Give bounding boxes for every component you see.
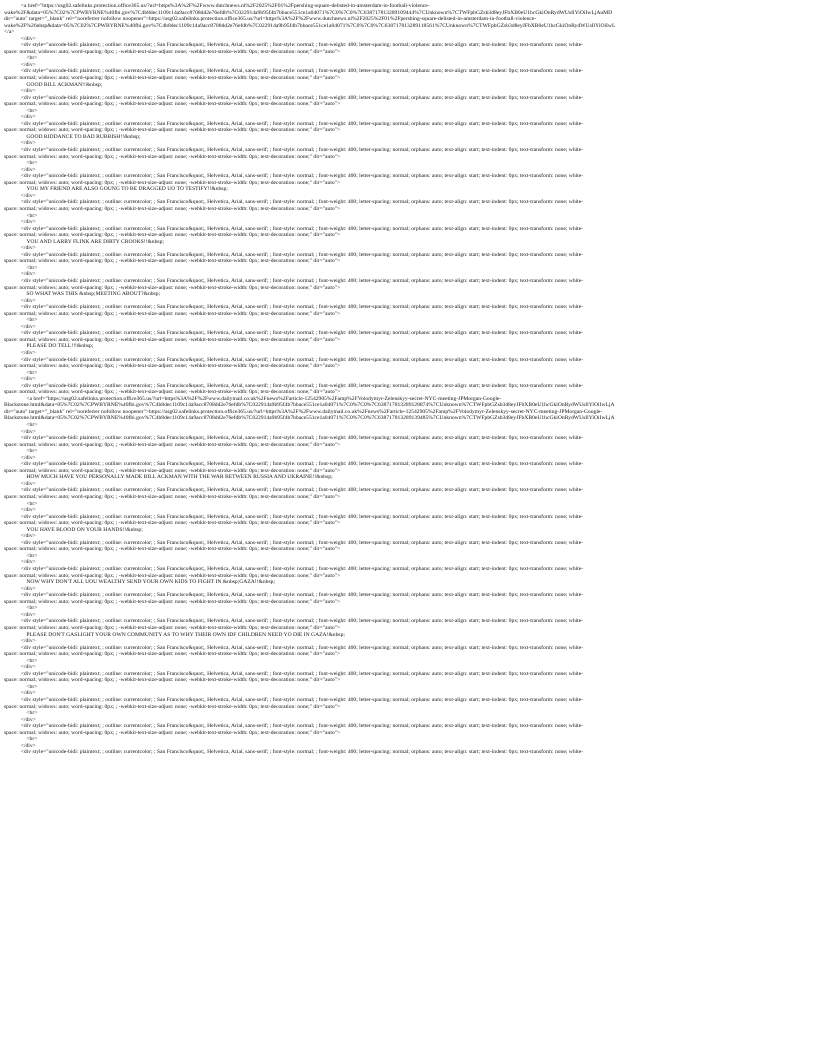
source-line: <div style="unicode-bidi: plaintext; ; outline: currentcolor; ; San Francisco&quot;, Helvetica, Arial, sans-serif; ; font-style: normal; ; font-weight: 400; letter-spacing: normal; orphans: auto; text-align: start; text-indent: 0px; text-transform: none; white- <box>4 277 584 284</box>
source-line: NOW WHY DON'T ALL UOU WEALTHY SEND YOUR OWN KIDS TO FIGHT IN &nbsp;GAZA!!&nbsp; <box>4 579 275 586</box>
source-line: <br> <box>4 736 38 743</box>
source-line: <br> <box>4 552 38 559</box>
source-line: <br> <box>4 605 38 612</box>
source-line: space: normal; widows: auto; word-spacing: 0px; ; -webkit-text-size-adjust: none; -webkit-text-stroke-width: 0px; text-decoration: none;" dir="auto"> <box>4 153 341 160</box>
source-line: HOW MUCH HAVE YOU PERSONALLY MADE BILL ACKMAN WITH THE WAR BETWEEN RUSSIA AND UKRAINE!!&nbsp; <box>4 474 333 481</box>
source-line: <div style="unicode-bidi: plaintext; ; outline: currentcolor; ; San Francisco&quot;, Helvetica, Arial, sans-serif; ; font-style: normal; ; font-weight: 400; letter-spacing: normal; orphans: auto; text-align: start; text-indent: 0px; text-transform: none; white- <box>4 199 584 206</box>
source-line: <div style="unicode-bidi: plaintext; ; outline: currentcolor; ; San Francisco&quot;, Helvetica, Arial, sans-serif; ; font-style: normal; ; font-weight: 400; letter-spacing: normal; orphans: auto; text-align: start; text-indent: 0px; text-transform: none; white- <box>4 94 584 101</box>
source-line: space: normal; widows: auto; word-spacing: 0px; ; -webkit-text-size-adjust: none; -webkit-text-stroke-width: 0px; text-decoration: none;" dir="auto"> <box>4 205 341 212</box>
source-line: <br> <box>4 160 38 167</box>
source-line: </a> <box>4 29 15 36</box>
source-line: Blackstone.html&data=05%7C02%7CPWBYRNE%40fbi.gov%7C4b8dec1109c14a9acc8708dd2e76efdb%7C022914a9b95f4b7bbace551ce1a04071%7C0%7C0%7C638717813289139485%7CUnknown%7CTWFpbGZsb3d8eyJFbXB0eU1hcGkiOnRydWUsIlYiOiIwLjA <box>4 415 615 422</box>
source-line: <div style="unicode-bidi: plaintext; ; outline: currentcolor; ; San Francisco&quot;, Helvetica, Arial, sans-serif; ; font-style: normal; ; font-weight: 400; letter-spacing: normal; orphans: auto; text-align: start; text-indent: 0px; text-transform: none; white- <box>4 382 584 389</box>
source-line: </div> <box>4 323 36 330</box>
source-line: <div style="unicode-bidi: plaintext; ; outline: currentcolor; ; San Francisco&quot;, Helvetica, Arial, sans-serif; ; font-style: normal; ; font-weight: 400; letter-spacing: normal; orphans: auto; text-align: start; text-indent: 0px; text-transform: none; white- <box>4 147 584 154</box>
source-line: YOU HAVE BLOOD ON YOUR HANDS!!&nbsp; <box>4 526 143 533</box>
html-source-document <box>4 3 810 756</box>
source-line: <a href="https://usg02.safelinks.protection.office365.us/?url=https%3A%2F%2Fwww.dailymail.co.uk%2Fnews%2Farticle-12542905%2Famp%2FVolodymyr-Zelenskyy-secret-NYC-meeting-JPMorgan-Google- <box>4 395 502 402</box>
source-line: <br> <box>4 212 38 219</box>
source-line: <br> <box>4 55 38 62</box>
source-line: space: normal; widows: auto; word-spacing: 0px; ; -webkit-text-size-adjust: none; -webkit-text-stroke-width: 0px; text-decoration: none;" dir="auto"> <box>4 48 341 55</box>
source-line: </div> <box>4 140 36 147</box>
source-line: dir="auto" target="_blank" rel="noreferrer nofollow noopener">https://usg02.safelinks.protection.office365.us/?url=https%3A%2F%2Fwww.dailymail.co.uk%2Fnews%2Farticle-12542905%2Famp%2FVolodymyr-Zelenskyy-secret-NYC-meeting-JPMorgan-Google- <box>4 408 603 415</box>
source-line: <div style="unicode-bidi: plaintext; ; outline: currentcolor; ; San Francisco&quot;, Helvetica, Arial, sans-serif; ; font-style: normal; ; font-weight: 400; letter-spacing: normal; orphans: auto; text-align: start; text-indent: 0px; text-transform: none; white- <box>4 539 584 546</box>
source-line: space: normal; widows: auto; word-spacing: 0px; ; -webkit-text-size-adjust: none; -webkit-text-stroke-width: 0px; text-decoration: none;" dir="auto"> <box>4 520 341 527</box>
source-line: </div> <box>4 664 36 671</box>
source-line: <br> <box>4 369 38 376</box>
source-line: </div> <box>4 35 36 42</box>
source-line: GOOD RIDDANCE TO BAD RUBBISH!!&nbsp; <box>4 133 141 140</box>
source-line: <div style="unicode-bidi: plaintext; ; outline: currentcolor; ; San Francisco&quot;, Helvetica, Arial, sans-serif; ; font-style: normal; ; font-weight: 400; letter-spacing: normal; orphans: auto; text-align: start; text-indent: 0px; text-transform: none; white- <box>4 749 584 756</box>
source-line: <br> <box>4 264 38 271</box>
source-line: GOOD BILL ACKMAN!!&nbsp; <box>4 81 103 88</box>
source-line: <div style="unicode-bidi: plaintext; ; outline: currentcolor; ; San Francisco&quot;, Helvetica, Arial, sans-serif; ; font-style: normal; ; font-weight: 400; letter-spacing: normal; orphans: auto; text-align: start; text-indent: 0px; text-transform: none; white- <box>4 461 584 468</box>
source-line: <div style="unicode-bidi: plaintext; ; outline: currentcolor; ; San Francisco&quot;, Helvetica, Arial, sans-serif; ; font-style: normal; ; font-weight: 400; letter-spacing: normal; orphans: auto; text-align: start; text-indent: 0px; text-transform: none; white- <box>4 723 584 730</box>
source-line: <div style="unicode-bidi: plaintext; ; outline: currentcolor; ; San Francisco&quot;, Helvetica, Arial, sans-serif; ; font-style: normal; ; font-weight: 400; letter-spacing: normal; orphans: auto; text-align: start; text-indent: 0px; text-transform: none; white- <box>4 670 584 677</box>
source-line: </div> <box>4 271 36 278</box>
source-line: space: normal; widows: auto; word-spacing: 0px; ; -webkit-text-size-adjust: none; -webkit-text-stroke-width: 0px; text-decoration: none;" dir="auto"> <box>4 127 341 134</box>
source-line: <br> <box>4 683 38 690</box>
source-line: </div> <box>4 376 36 383</box>
source-line: </div> <box>4 533 36 540</box>
source-line: <div style="unicode-bidi: plaintext; ; outline: currentcolor; ; San Francisco&quot;, Helvetica, Arial, sans-serif; ; font-style: normal; ; font-weight: 400; letter-spacing: normal; orphans: auto; text-align: start; text-indent: 0px; text-transform: none; white- <box>4 592 584 599</box>
source-line: <div style="unicode-bidi: plaintext; ; outline: currentcolor; ; San Francisco&quot;, Helvetica, Arial, sans-serif; ; font-style: normal; ; font-weight: 400; letter-spacing: normal; orphans: auto; text-align: start; text-indent: 0px; text-transform: none; white- <box>4 42 584 49</box>
source-line: space: normal; widows: auto; word-spacing: 0px; ; -webkit-text-size-adjust: none; -webkit-text-stroke-width: 0px; text-decoration: none;" dir="auto"> <box>4 310 341 317</box>
source-line: <div style="unicode-bidi: plaintext; ; outline: currentcolor; ; San Francisco&quot;, Helvetica, Arial, sans-serif; ; font-style: normal; ; font-weight: 400; letter-spacing: normal; orphans: auto; text-align: start; text-indent: 0px; text-transform: none; white- <box>4 644 584 651</box>
source-line: </div> <box>4 690 36 697</box>
source-line: <div style="unicode-bidi: plaintext; ; outline: currentcolor; ; San Francisco&quot;, Helvetica, Arial, sans-serif; ; font-style: normal; ; font-weight: 400; letter-spacing: normal; orphans: auto; text-align: start; text-indent: 0px; text-transform: none; white- <box>4 513 584 520</box>
source-line: space: normal; widows: auto; word-spacing: 0px; ; -webkit-text-size-adjust: none; -webkit-text-stroke-width: 0px; text-decoration: none;" dir="auto"> <box>4 232 341 239</box>
source-line: </div> <box>4 297 36 304</box>
source-line: <div style="unicode-bidi: plaintext; ; outline: currentcolor; ; San Francisco&quot;, Helvetica, Arial, sans-serif; ; font-style: normal; ; font-weight: 400; letter-spacing: normal; orphans: auto; text-align: start; text-indent: 0px; text-transform: none; white- <box>4 68 584 75</box>
source-line: space: normal; widows: auto; word-spacing: 0px; ; -webkit-text-size-adjust: none; -webkit-text-stroke-width: 0px; text-decoration: none;" dir="auto"> <box>4 389 341 396</box>
source-line: </div> <box>4 454 36 461</box>
source-line: <div style="unicode-bidi: plaintext; ; outline: currentcolor; ; San Francisco&quot;, Helvetica, Arial, sans-serif; ; font-style: normal; ; font-weight: 400; letter-spacing: normal; orphans: auto; text-align: start; text-indent: 0px; text-transform: none; white- <box>4 487 584 494</box>
source-line: <div style="unicode-bidi: plaintext; ; outline: currentcolor; ; San Francisco&quot;, Helvetica, Arial, sans-serif; ; font-style: normal; ; font-weight: 400; letter-spacing: normal; orphans: auto; text-align: start; text-indent: 0px; text-transform: none; white- <box>4 251 584 258</box>
source-line: <div style="unicode-bidi: plaintext; ; outline: currentcolor; ; San Francisco&quot;, Helvetica, Arial, sans-serif; ; font-style: normal; ; font-weight: 400; letter-spacing: normal; orphans: auto; text-align: start; text-indent: 0px; text-transform: none; white- <box>4 435 584 442</box>
source-line: space: normal; widows: auto; word-spacing: 0px; ; -webkit-text-size-adjust: none; -webkit-text-stroke-width: 0px; text-decoration: none;" dir="auto"> <box>4 546 341 553</box>
source-line: wake%2F%26nbsp&data=05%7C02%7CPWBYRNE%40fbi.gov%7C4b8dec1109c14a9acc8708dd2e76efdb%7C022914a9b95f4b7bbace551ce1a04071%7C0%7C0%7C638717813289118561%7CUnknown%7CTWFpbGZsb3d8eyJFbXB0eU1hcGkiOnRydWUsIlYiOiIwL <box>4 22 616 29</box>
source-line: </div> <box>4 349 36 356</box>
source-line: </div> <box>4 428 36 435</box>
source-line: dir="auto" target="_blank" rel="noreferrer nofollow noopener">https://usg02.safelinks.protection.office365.us/?url=https%3A%2F%2Fwww.dutchnews.nl%2F2025%2F01%2Fpershing-square-delisted-in-amsterdam-in-football-violence- <box>4 16 537 23</box>
source-line: </div> <box>4 611 36 618</box>
source-line: <div style="unicode-bidi: plaintext; ; outline: currentcolor; ; San Francisco&quot;, Helvetica, Arial, sans-serif; ; font-style: normal; ; font-weight: 400; letter-spacing: normal; orphans: auto; text-align: start; text-indent: 0px; text-transform: none; white- <box>4 566 584 573</box>
source-line: <br> <box>4 500 38 507</box>
source-line: </div> <box>4 166 36 173</box>
source-line: space: normal; widows: auto; word-spacing: 0px; ; -webkit-text-size-adjust: none; -webkit-text-stroke-width: 0px; text-decoration: none;" dir="auto"> <box>4 651 341 658</box>
source-line: </div> <box>4 219 36 226</box>
source-line: space: normal; widows: auto; word-spacing: 0px; ; -webkit-text-size-adjust: none; -webkit-text-stroke-width: 0px; text-decoration: none;" dir="auto"> <box>4 179 341 186</box>
source-line: space: normal; widows: auto; word-spacing: 0px; ; -webkit-text-size-adjust: none; -webkit-text-stroke-width: 0px; text-decoration: none;" dir="auto"> <box>4 284 341 291</box>
source-line: </div> <box>4 742 36 749</box>
source-line: space: normal; widows: auto; word-spacing: 0px; ; -webkit-text-size-adjust: none; -webkit-text-stroke-width: 0px; text-decoration: none;" dir="auto"> <box>4 677 341 684</box>
source-line: <div style="unicode-bidi: plaintext; ; outline: currentcolor; ; San Francisco&quot;, Helvetica, Arial, sans-serif; ; font-style: normal; ; font-weight: 400; letter-spacing: normal; orphans: auto; text-align: start; text-indent: 0px; text-transform: none; white- <box>4 304 584 311</box>
source-line: </div> <box>4 507 36 514</box>
source-line: </div> <box>4 585 36 592</box>
source-line: space: normal; widows: auto; word-spacing: 0px; ; -webkit-text-size-adjust: none; -webkit-text-stroke-width: 0px; text-decoration: none;" dir="auto"> <box>4 494 341 501</box>
source-line: <br> <box>4 657 38 664</box>
source-line: space: normal; widows: auto; word-spacing: 0px; ; -webkit-text-size-adjust: none; -webkit-text-stroke-width: 0px; text-decoration: none;" dir="auto"> <box>4 729 341 736</box>
source-line: space: normal; widows: auto; word-spacing: 0px; ; -webkit-text-size-adjust: none; -webkit-text-stroke-width: 0px; text-decoration: none;" dir="auto"> <box>4 101 341 108</box>
source-line: <br> <box>4 448 38 455</box>
source-line: <div style="unicode-bidi: plaintext; ; outline: currentcolor; ; San Francisco&quot;, Helvetica, Arial, sans-serif; ; font-style: normal; ; font-weight: 400; letter-spacing: normal; orphans: auto; text-align: start; text-indent: 0px; text-transform: none; white- <box>4 173 584 180</box>
source-line: <br> <box>4 422 38 428</box>
source-line: </div> <box>4 245 36 252</box>
source-line: </div> <box>4 638 36 645</box>
source-line: </div> <box>4 192 36 199</box>
source-line: </div> <box>4 559 36 566</box>
source-line: space: normal; widows: auto; word-spacing: 0px; ; -webkit-text-size-adjust: none; -webkit-text-stroke-width: 0px; text-decoration: none;" dir="auto"> <box>4 467 341 474</box>
source-line: space: normal; widows: auto; word-spacing: 0px; ; -webkit-text-size-adjust: none; -webkit-text-stroke-width: 0px; text-decoration: none;" dir="auto"> <box>4 598 341 605</box>
source-line: <br> <box>4 317 38 324</box>
source-line: <div style="unicode-bidi: plaintext; ; outline: currentcolor; ; San Francisco&quot;, Helvetica, Arial, sans-serif; ; font-style: normal; ; font-weight: 400; letter-spacing: normal; orphans: auto; text-align: start; text-indent: 0px; text-transform: none; white- <box>4 225 584 232</box>
source-line: PLEASE DON'T GASLIGHT YOUR OWN COMMUNITY AS TO WHY THEIR OWN IDF CHILDREN NEED YO DIE IN GAZA!&nbsp; <box>4 631 345 638</box>
source-line: <div style="unicode-bidi: plaintext; ; outline: currentcolor; ; San Francisco&quot;, Helvetica, Arial, sans-serif; ; font-style: normal; ; font-weight: 400; letter-spacing: normal; orphans: auto; text-align: start; text-indent: 0px; text-transform: none; white- <box>4 356 584 363</box>
source-line: <br> <box>4 107 38 114</box>
source-line: space: normal; widows: auto; word-spacing: 0px; ; -webkit-text-size-adjust: none; -webkit-text-stroke-width: 0px; text-decoration: none;" dir="auto"> <box>4 75 341 82</box>
source-line: wake%2F&data=05%7C02%7CPWBYRNE%40fbi.gov%7C4b8dec1109c14a9acc8708dd2e76efdb%7C022914a9b95f4b7bbace551ce1a04071%7C0%7C0%7C638717813289109444%7CUnknown%7CTWFpbGZsb3d8eyJFbXB0eU1hcGkiOnRydWUsIlYiOiIwLjAuMD <box>4 9 613 16</box>
source-line: <div style="unicode-bidi: plaintext; ; outline: currentcolor; ; San Francisco&quot;, Helvetica, Arial, sans-serif; ; font-style: normal; ; font-weight: 400; letter-spacing: normal; orphans: auto; text-align: start; text-indent: 0px; text-transform: none; white- <box>4 696 584 703</box>
source-line: space: normal; widows: auto; word-spacing: 0px; ; -webkit-text-size-adjust: none; -webkit-text-stroke-width: 0px; text-decoration: none;" dir="auto"> <box>4 572 341 579</box>
source-line: space: normal; widows: auto; word-spacing: 0px; ; -webkit-text-size-adjust: none; -webkit-text-stroke-width: 0px; text-decoration: none;" dir="auto"> <box>4 258 341 265</box>
source-line: Blackstone.html&data=05%7C02%7CPWBYRNE%40fbi.gov%7C4b8dec1109c14a9acc8708dd2e76efdb%7C022914a9b95f4b7bbace551ce1a04071%7C0%7C0%7C638717813289128874%7CUnknown%7CTWFpbGZsb3d8eyJFbXB0eU1hcGkiOnRydWUsIlYiOiIwLjA <box>4 402 615 409</box>
source-line: </div> <box>4 114 36 121</box>
source-line: space: normal; widows: auto; word-spacing: 0px; ; -webkit-text-size-adjust: none; -webkit-text-stroke-width: 0px; text-decoration: none;" dir="auto"> <box>4 441 341 448</box>
source-line: <a href="https://usg02.safelinks.protection.office365.us/?url=https%3A%2F%2Fwww.dutchnews.nl%2F2025%2F01%2Fpershing-square-delisted-in-amsterdam-in-football-violence- <box>4 3 430 9</box>
source-line: YOU AND LARRY FLINK ARE DIRTY CROOKS!!&nbsp; <box>4 238 164 245</box>
source-line: space: normal; widows: auto; word-spacing: 0px; ; -webkit-text-size-adjust: none; -webkit-text-stroke-width: 0px; text-decoration: none;" dir="auto"> <box>4 703 341 710</box>
source-line: </div> <box>4 88 36 95</box>
source-line: space: normal; widows: auto; word-spacing: 0px; ; -webkit-text-size-adjust: none; -webkit-text-stroke-width: 0px; text-decoration: none;" dir="auto"> <box>4 363 341 370</box>
source-line: <div style="unicode-bidi: plaintext; ; outline: currentcolor; ; San Francisco&quot;, Helvetica, Arial, sans-serif; ; font-style: normal; ; font-weight: 400; letter-spacing: normal; orphans: auto; text-align: start; text-indent: 0px; text-transform: none; white- <box>4 120 584 127</box>
source-line: YOU MY FRIEND ARE ALSO GOUNG TO BE DRAGGED UO TO TESTIFY!!&nbsp; <box>4 186 228 193</box>
source-line: space: normal; widows: auto; word-spacing: 0px; ; -webkit-text-size-adjust: none; -webkit-text-stroke-width: 0px; text-decoration: none;" dir="auto"> <box>4 336 341 343</box>
source-line: </div> <box>4 716 36 723</box>
source-line: SO WHAT WAS THIS &nbsp;MEETING ABOUT?&nbsp; <box>4 291 161 298</box>
source-line: PLEASE DO TELL!!!&nbsp; <box>4 343 94 350</box>
source-line: <div style="unicode-bidi: plaintext; ; outline: currentcolor; ; San Francisco&quot;, Helvetica, Arial, sans-serif; ; font-style: normal; ; font-weight: 400; letter-spacing: normal; orphans: auto; text-align: start; text-indent: 0px; text-transform: none; white- <box>4 618 584 625</box>
source-line: <br> <box>4 710 38 717</box>
source-line: </div> <box>4 480 36 487</box>
source-line: <div style="unicode-bidi: plaintext; ; outline: currentcolor; ; San Francisco&quot;, Helvetica, Arial, sans-serif; ; font-style: normal; ; font-weight: 400; letter-spacing: normal; orphans: auto; text-align: start; text-indent: 0px; text-transform: none; white- <box>4 330 584 337</box>
source-line: space: normal; widows: auto; word-spacing: 0px; ; -webkit-text-size-adjust: none; -webkit-text-stroke-width: 0px; text-decoration: none;" dir="auto"> <box>4 624 341 631</box>
source-line: </div> <box>4 61 36 68</box>
